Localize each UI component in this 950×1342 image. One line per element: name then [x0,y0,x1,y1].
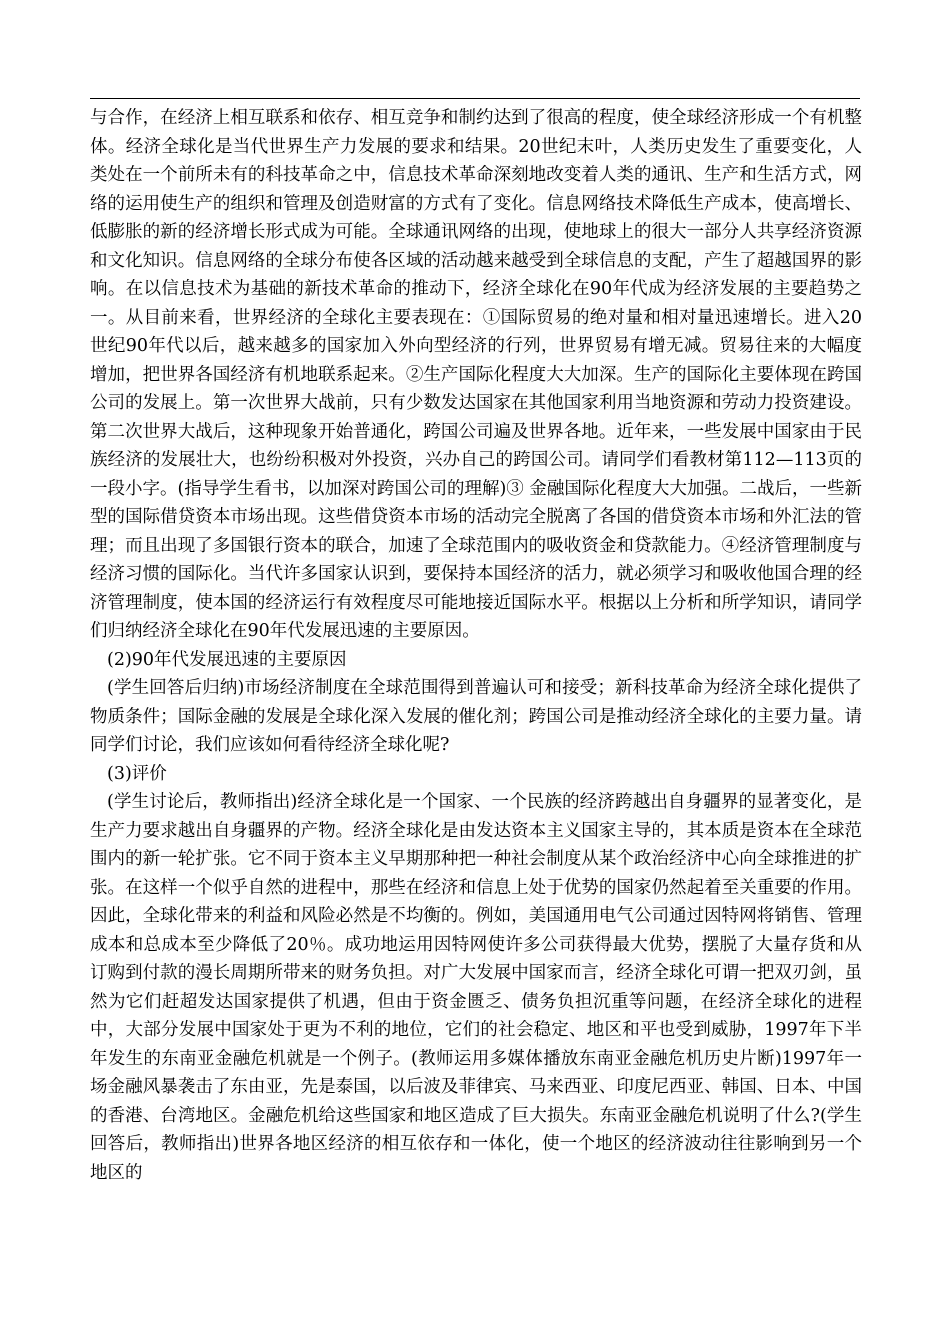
paragraph-heading-2: (2)90年代发展迅速的主要原因 [107,649,347,670]
header-rule [90,98,860,99]
body-text [90,104,862,1187]
paragraph-5: (学生讨论后，教师指出)经济全球化是一个国家、一个民族的经济跨越出自身疆界的显著变化，是生产力要求越出自身疆界的产物。经济全球化是由发达资本主义国家主导的，其本质是资本在全球范围内的新一轮扩张。它不同于资本主义早期那种把一种社会制度从某个政治经济中心向全球推进的扩张。在这样一个似乎自然的进程中，那些在经济和信息上处于优势的国家仍然起着至关重要的作用。因此，全球化带来的利益和风险必然是不均衡的。例如，美国通用电气公司通过因特网将销售、管理成本和总成本至少降低了20％。成功地运用因特网使许多公司获得最大优势，摆脱了大量存货和从订购到付款的漫长周期所带来的财务负担。对广大发展中国家而言，经济全球化可谓一把双刃剑，虽然为它们赶超发达国家提供了机遇，但由于资金匮乏、债务负担沉重等问题，在经济全球化的进程中，大部分发展中国家处于更为不利的地位，它们的社会稳定、地区和平也受到威胁，1997年下半年发生的东南亚金融危机就是一个例子。(教师运用多媒体播放东南亚金融危机历史片断)1997年一场金融风暴袭击了东由亚，先是泰国，以后波及菲律宾、马来西亚、印度尼西亚、韩国、日本、中国的香港、台湾地区。金融危机给这些国家和地区造成了巨大损失。东南亚金融危机说明了什么?(学生回答后，教师指出)世界各地区经济的相互依存和一体化，使一个地区的经济波动往往影响到另一个地区的 [90,792,862,1183]
paragraph-1: 与合作，在经济上相互联系和依存、相互竞争和制约达到了很高的程度，使全球经济形成一个有机整体。经济全球化是当代世界生产力发展的要求和结果。20世纪末叶，人类历史发生了重要变化，人类处在一个前所未有的科技革命之中，信息技术革命深刻地改变着人类的通讯、生产和生活方式，网络的运用使生产的组织和管理及创造财富的方式有了变化。信息网络技术降低生产成本，使高增长、低膨胀的新的经济增长形式成为可能。全球通讯网络的出现，使地球上的很大一部分人共享经济资源和文化知识。信息网络的全球分布使各区域的活动越来越受到全球信息的支配，产生了超越国界的影响。在以信息技术为基础的新技术革命的推动下，经济全球化在90年代成为经济发展的主要趋势之一。从目前来看，世界经济的全球化主要表现在：①国际贸易的绝对量和相对量迅速增长。进入20世纪90年代以后，越来越多的国家加入外向型经济的行列，世界贸易有增无减。贸易往来的大幅度增加，把世界各国经济有机地联系起来。②生产国际化程度大大加深。生产的国际化主要体现在跨国公司的发展上。第一次世界大战前，只有少数发达国家在其他国家利用当地资源和劳动力投资建设。第二次世界大战后，这种现象开始普通化，跨国公司遍及世界各地。近年来，一些发展中国家由于民族经济的发展壮大，也纷纷积极对外投资，兴办自己的跨国公司。请同学们看教材第112—113页的一段小字。(指导学生看书，以加深对跨国公司的理解)③ 金融国际化程度大大加强。二战后，一些新型的国际借贷资本市场出现。这些借贷资本市场的活动完全脱离了各国的借贷资本市场和外汇法的管理；而且出现了多国银行资本的联合，加速了全球范围内的吸收资金和贷款能力。④经济管理制度与经济习惯的国际化。当代许多国家认识到，要保持本国经济的活力，就必须学习和吸收他国合理的经济管理制度，使本国的经济运行有效程度尽可能地接近国际水平。根据以上分析和所学知识，请同学们归纳经济全球化在90年代发展迅速的主要原因。 [90,108,862,641]
paragraph-3: (学生回答后归纳)市场经济制度在全球范围得到普遍认可和接受；新科技革命为经济全球化提供了物质条件；国际金融的发展是全球化深入发展的催化剂；跨国公司是推动经济全球化的主要力量。请同学们讨论，我们应该如何看待经济全球化呢? [90,678,862,755]
paragraph-heading-3: (3)评价 [107,763,167,784]
